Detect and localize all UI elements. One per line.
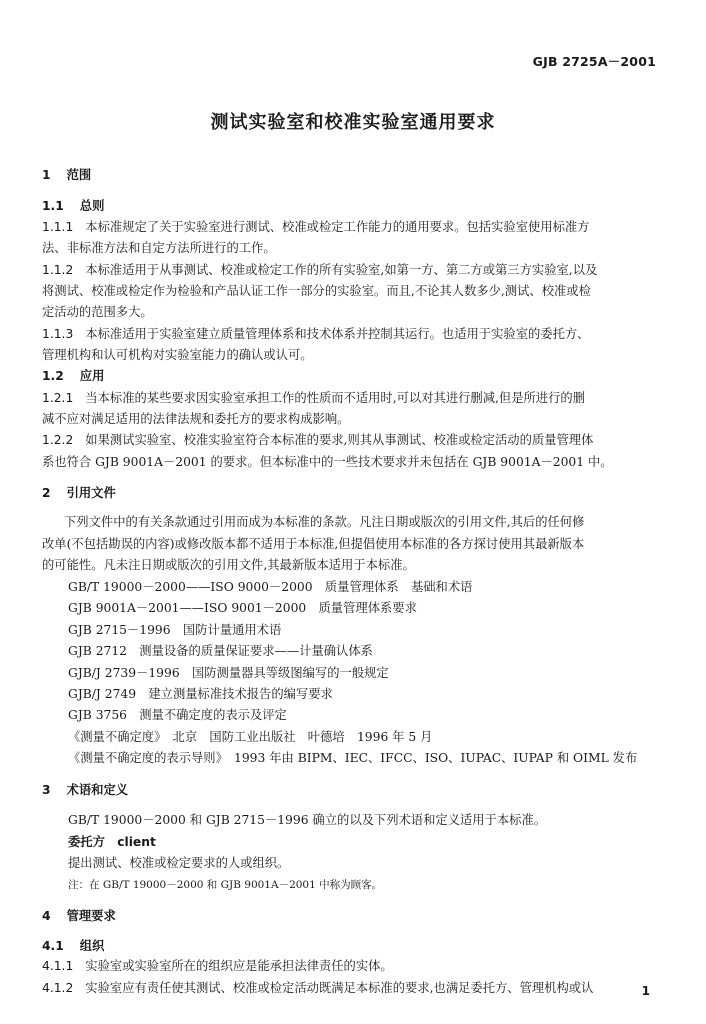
- clause-1-2-1: 1.2.1 当本标准的某些要求因实验室承担工作的性质而不适用时,可以对其进行删减,但是所进行的删: [42, 391, 585, 405]
- clause-text: 法、非标准方法和自定方法所进行的工作。: [42, 241, 276, 255]
- term-note: 注：在 GB/T 19000－2000 和 GJB 9001A－2001 中称为顾客。: [68, 879, 383, 891]
- section-3-heading: 3 术语和定义: [42, 783, 129, 797]
- section-1-heading: 1 范围: [42, 168, 92, 182]
- reference-item: GJB/J 2749 建立测量标准技术报告的编写要求: [68, 687, 333, 701]
- clause-1-2-2: 1.2.2 如果测试实验室、校准实验室符合本标准的要求,则其从事测试、校准或检定活动的质量管理体: [42, 433, 594, 447]
- clause-1-1-3: 1.1.3 本标准适用于实验室建立质量管理体系和技术体系并控制其运行。也适用于实验室的委托方、: [42, 327, 590, 341]
- reference-item: GB/T 19000－2000——ISO 9000－2000 质量管理体系 基础和术语: [68, 580, 473, 594]
- reference-item: 《测量不确定度的表示导则》 1993 年由 BIPM、IEC、IFCC、ISO、IUPAC、IUPAP 和 OIML 发布: [68, 751, 638, 765]
- reference-item: GJB 9001A－2001——ISO 9001－2000 质量管理体系要求: [68, 601, 417, 615]
- page-number: 1: [641, 984, 650, 998]
- paragraph-line: 改单(不包括勘误的内容)或修改版本都不适用于本标准,但提倡使用本标准的各方探讨使用其最新版本: [42, 537, 585, 551]
- clause-4-1-1: 4.1.1 实验室或实验室所在的组织应是能承担法律责任的实体。: [42, 959, 393, 973]
- paragraph-line: 的可能性。凡未注日期或版次的引用文件,其最新版本适用于本标准。: [42, 558, 415, 572]
- reference-item: GJB 2715－1996 国防计量通用术语: [68, 623, 282, 637]
- reference-item: GJB 3756 测量不确定度的表示及评定: [68, 708, 287, 722]
- clause-4-1-2: 4.1.2 实验室应有责任使其测试、校准或检定活动既满足本标准的要求,也满足委托方、管理机构或认: [42, 981, 594, 995]
- paragraph-line: GB/T 19000－2000 和 GJB 2715－1996 确立的以及下列术语和定义适用于本标准。: [68, 813, 547, 827]
- section-4-heading: 4 管理要求: [42, 909, 116, 923]
- section-4-1-heading: 4.1 组织: [42, 939, 105, 953]
- reference-item: GJB 2712 测量设备的质量保证要求——计量确认体系: [68, 644, 373, 658]
- standard-number: GJB 2725A－2001: [532, 54, 656, 69]
- clause-text: 管理机构和认可机构对实验室能力的确认或认可。: [42, 348, 313, 362]
- section-1-1-heading: 1.1 总则: [42, 199, 105, 213]
- section-2-heading: 2 引用文件: [42, 486, 116, 500]
- section-1-2-heading: 1.2 应用: [42, 369, 105, 383]
- reference-item: GJB/J 2739－1996 国防测量器具等级图编写的一般规定: [68, 666, 389, 680]
- reference-item: 《测量不确定度》 北京 国防工业出版社 叶德培 1996 年 5 月: [68, 730, 433, 744]
- document-title: 测试实验室和校准实验室通用要求: [210, 112, 496, 133]
- clause-text: 减不应对满足适用的法律法规和委托方的要求构成影响。: [42, 412, 350, 426]
- clause-text: 定活动的范围多大。: [42, 305, 153, 319]
- term-definition: 提出测试、校准或检定要求的人或组织。: [68, 856, 290, 870]
- clause-text: 将测试、校准或检定作为检验和产品认证工作一部分的实验室。而且,不论其人数多少,测试、校准或检: [42, 284, 591, 298]
- term-heading: 委托方 client: [68, 835, 156, 849]
- clause-text: 系也符合 GJB 9001A－2001 的要求。但本标准中的一些技术要求并未包括在 GJB 9001A－2001 中。: [42, 455, 613, 469]
- paragraph-line: 下列文件中的有关条款通过引用而成为本标准的条款。凡注日期或版次的引用文件,其后的任何修: [64, 515, 585, 529]
- clause-1-1-1: 1.1.1 本标准规定了关于实验室进行测试、校准或检定工作能力的通用要求。包括实验室使用标准方: [42, 220, 590, 234]
- clause-1-1-2: 1.1.2 本标准适用于从事测试、校准或检定工作的所有实验室,如第一方、第二方或第三方实验室,以及: [42, 263, 598, 277]
